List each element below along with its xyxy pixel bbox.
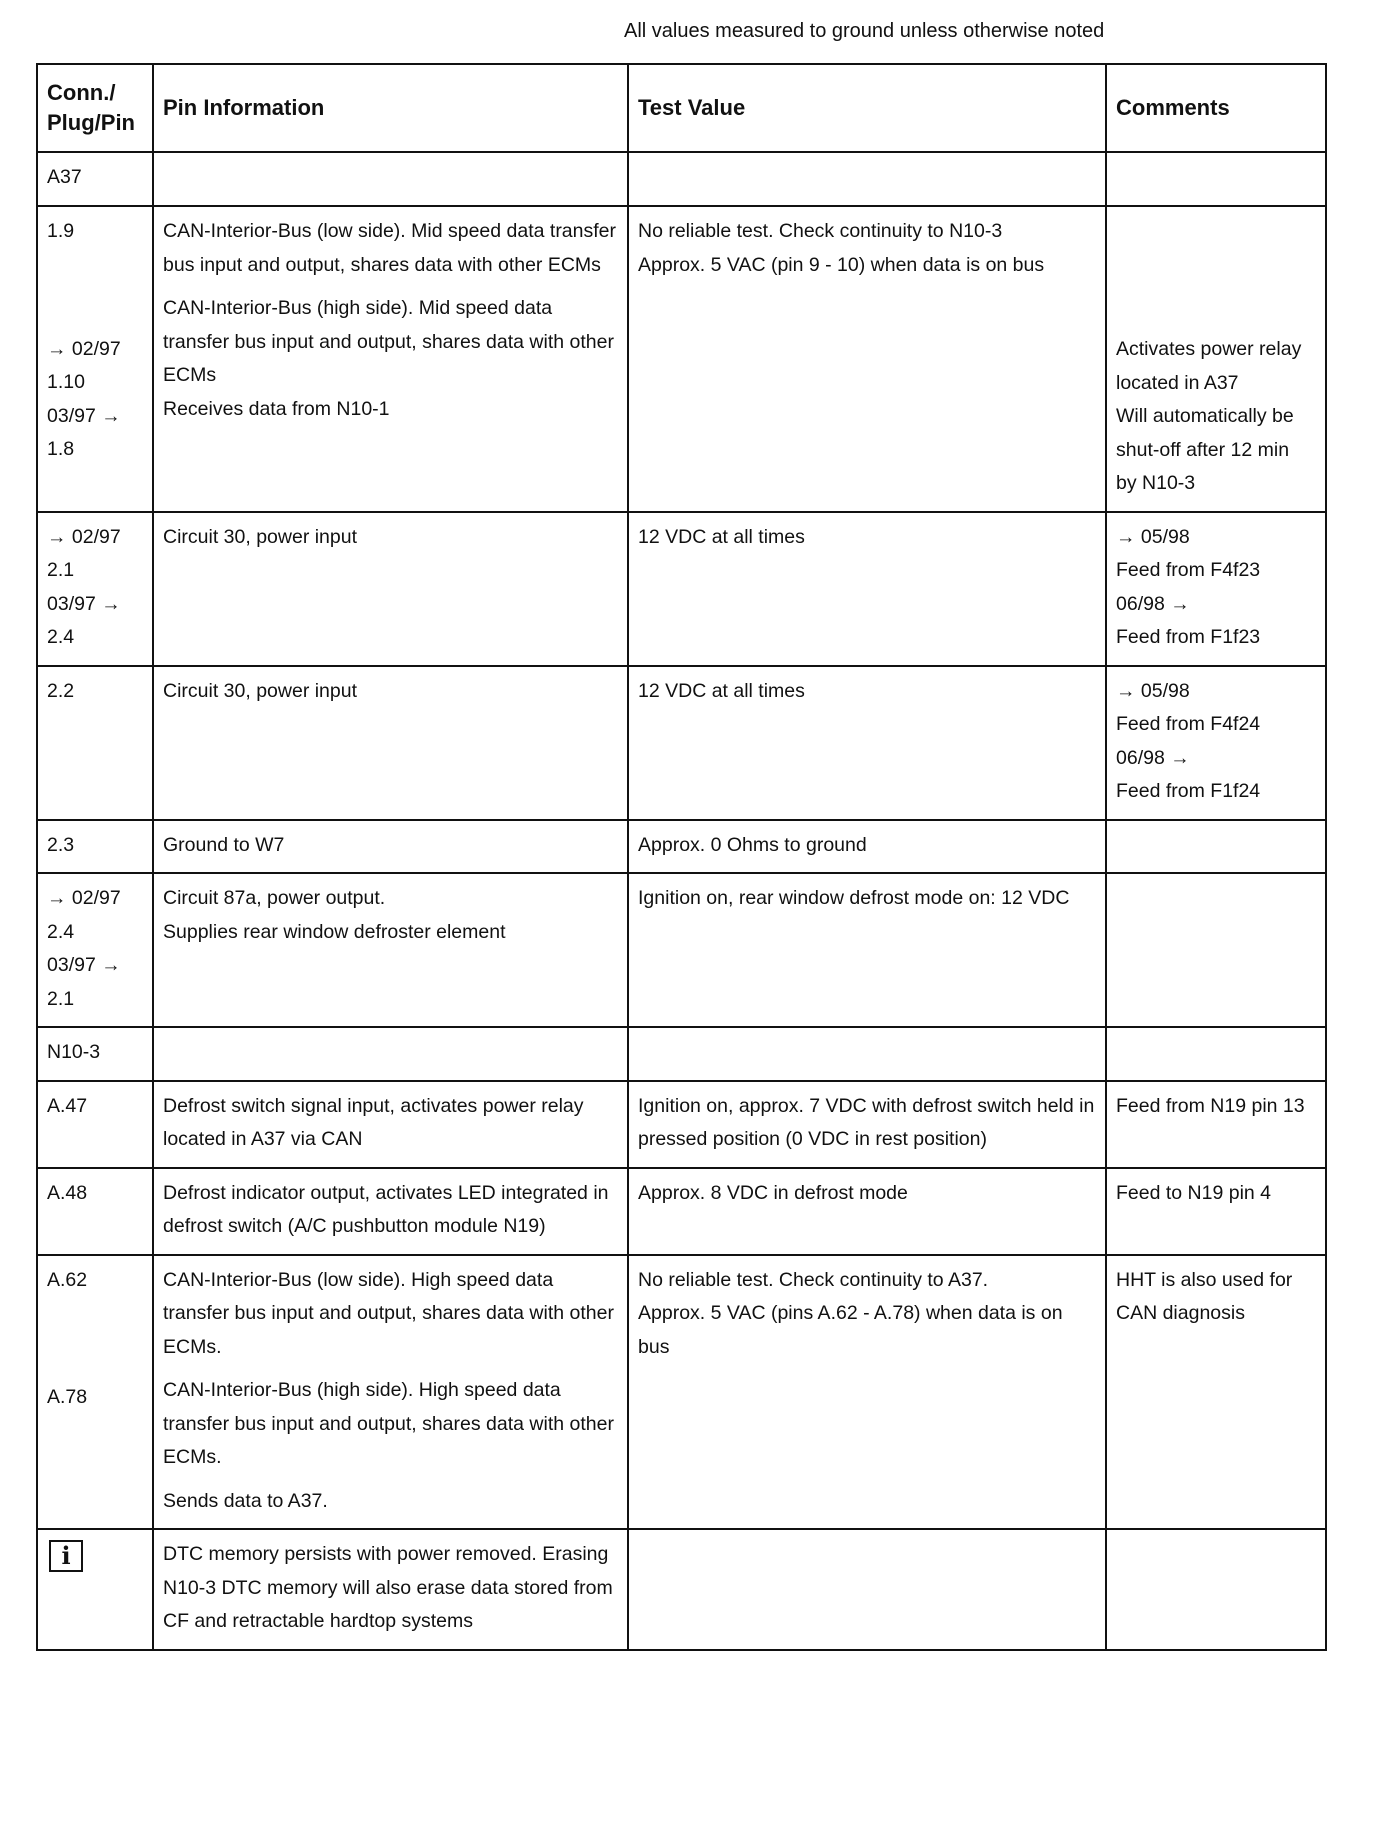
comments-cell [1106,820,1326,874]
table-row-2-4 [37,873,1326,1027]
comment: 06/98 → [1116,746,1190,769]
info-cell [153,206,628,512]
comments-cell [1106,1529,1326,1650]
measurement-note: All values measured to ground unless otherwise noted [624,20,1105,42]
header-test-value: Test Value [628,64,1106,152]
test-cell: Ignition on, rear window defrost mode on: 12 VDC [628,873,1106,1027]
test-cell [628,1255,1106,1530]
comment: Feed from F1f24 [1116,780,1261,802]
table-row-2-3 [37,820,1326,874]
pin-description: CAN-Interior-Bus (low side). Mid speed data transfer bus input and output, shares data with other ECMs [163,220,617,276]
info-cell [153,1255,628,1530]
pin-cell [37,512,153,666]
info-cell [153,873,628,1027]
pin-label: → 02/97 [47,887,121,909]
comments-cell [1106,1027,1326,1081]
info-cell: DTC memory persists with power removed. Erasing N10-3 DTC memory will also erase data stored from CF and retractable hardtop systems [153,1529,628,1650]
table-row-2-2 [37,666,1326,820]
pin-description: Supplies rear window defroster element [163,920,506,943]
comment: → 05/98 [1116,679,1190,702]
table-row-a-47 [37,1081,1326,1168]
pin-cell: A.47 [37,1081,153,1168]
pin-label: 1.10 [47,371,85,393]
pin-label: A.62 [47,1268,88,1291]
comment: Feed from F1f23 [1116,626,1261,648]
test-cell [628,1529,1106,1650]
pin-cell [37,873,153,1027]
test-cell: 12 VDC at all times [628,512,1106,666]
table-row-n10-3 [37,1027,1326,1081]
test-cell: Approx. 0 Ohms to ground [628,820,1106,874]
comments-cell: Feed from N19 pin 13 [1106,1081,1326,1168]
pin-label: 2.1 [47,559,75,581]
table-row-a-48 [37,1168,1326,1255]
pin-label: 03/97 → [47,404,121,427]
header-pin: Conn./ Plug/Pin [37,64,153,152]
comments-cell [1106,666,1326,820]
pin-cell: N10-3 [37,1027,153,1081]
pin-table [36,63,1327,1651]
header-pin-information: Pin Information [153,64,628,152]
pin-label: 1.9 [47,220,75,242]
pin-label: 03/97 → [47,954,121,976]
comments-cell [1106,873,1326,1027]
test-value: Approx. 5 VAC (pin 9 - 10) when data is on bus [638,253,1045,276]
pin-label: → 02/97 [47,337,121,360]
table-row-info-note [37,1529,1326,1650]
pin-label: 2.1 [47,987,75,1010]
info-cell: Defrost indicator output, activates LED integrated in defrost switch (A/C pushbutton module N19) [153,1168,628,1255]
pin-label: 2.4 [47,626,75,648]
test-cell: Ignition on, approx. 7 VDC with defrost switch held in pressed position (0 VDC in rest position) [628,1081,1106,1168]
table-row-a37 [37,152,1326,206]
info-cell [153,1027,628,1081]
pin-cell: A.48 [37,1168,153,1255]
comment: Feed from F4f23 [1116,559,1261,581]
pin-label: → 02/97 [47,525,121,548]
table-row-a-62 [37,1255,1326,1530]
pin-cell [37,206,153,512]
info-icon [49,1540,83,1572]
pin-description: CAN-Interior-Bus (high side). Mid speed data transfer bus input and output, shares data with other ECMs [163,297,614,386]
comments-cell [1106,512,1326,666]
pin-description: Circuit 87a, power output. [163,887,386,909]
comment: Feed from F4f24 [1116,713,1261,735]
info-cell: Ground to W7 [153,820,628,874]
pin-label: 03/97 → [47,592,121,615]
pin-cell: 2.2 [37,666,153,820]
pin-cell [37,1255,153,1530]
comment: 06/98 → [1116,592,1190,615]
comments-cell [1106,206,1326,512]
info-cell: Circuit 30, power input [153,512,628,666]
comments-cell: HHT is also used for CAN diagnosis [1106,1255,1326,1530]
pin-description: Sends data to A37. [163,1489,328,1512]
pin-description: CAN-Interior-Bus (low side). High speed data transfer bus input and output, shares data with other ECMs. [163,1268,614,1358]
test-cell: 12 VDC at all times [628,666,1106,820]
table-header-row [37,64,1326,152]
pin-cell: A37 [37,152,153,206]
test-value: No reliable test. Check continuity to N10-3 [638,220,1003,242]
pin-description: Receives data from N10-1 [163,397,390,420]
comments-cell: Feed to N19 pin 4 [1106,1168,1326,1255]
info-cell: Circuit 30, power input [153,666,628,820]
info-cell [153,152,628,206]
test-cell: Approx. 8 VDC in defrost mode [628,1168,1106,1255]
test-cell [628,1027,1106,1081]
test-cell [628,206,1106,512]
pin-label: 1.8 [47,438,75,460]
pin-description: CAN-Interior-Bus (high side). High speed data transfer bus input and output, shares data with other ECMs. [163,1379,614,1468]
comment: Will automatically be shut-off after 12 min by N10-3 [1116,405,1294,494]
pin-cell: 2.3 [37,820,153,874]
info-cell: Defrost switch signal input, activates power relay located in A37 via CAN [153,1081,628,1168]
table-row-1-9 [37,206,1326,512]
test-cell [628,152,1106,206]
comment: Activates power relay located in A37 [1116,338,1302,394]
comment: → 05/98 [1116,525,1190,548]
pin-cell [37,1529,153,1650]
comments-cell [1106,152,1326,206]
test-value: Approx. 5 VAC (pins A.62 - A.78) when data is on bus [638,1302,1063,1358]
pin-label: 2.4 [47,920,75,943]
pin-label: A.78 [47,1386,88,1408]
header-comments: Comments [1106,64,1326,152]
test-value: No reliable test. Check continuity to A37. [638,1268,989,1291]
table-row-2-1 [37,512,1326,666]
